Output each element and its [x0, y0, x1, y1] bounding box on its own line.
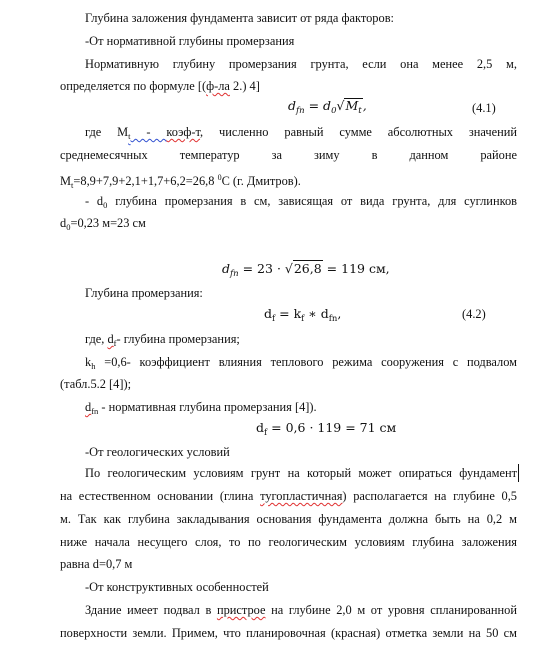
paragraph-normative-line1: Нормативную глубину промерзания грунта, если она менее 2,5 м,	[85, 57, 517, 71]
paragraph-geological-line2: на естественном основании (глина тугопластичная) располагается на глубине 0,5	[60, 489, 517, 503]
equation-4-2: $d_f = k_f$ ∗ $d_{fn}$,	[264, 306, 342, 324]
equation-number-4-2: (4.2)	[462, 307, 486, 321]
definition-kh-line2: (табл.5.2 [4]);	[60, 377, 132, 391]
radical-sign: √	[336, 98, 345, 113]
definition-dfn: $d_{fn}$ - нормативная глубина промерзания [4]).	[85, 400, 317, 416]
radical-sign: √	[284, 261, 293, 276]
text-cursor	[518, 464, 519, 482]
heading-geological: -От геологических условий	[85, 445, 230, 459]
paragraph-d0-line2: $d_0=0,23$ м=23 см	[60, 216, 146, 232]
paragraph-normative-line2: определяется по формуле [(ф-ла 2.) 4]	[60, 79, 260, 93]
equation-4-1: $d_{fn} = d_0√M_t$,	[288, 98, 367, 116]
equation-dfn-calc: $d_{fn} = 23 \cdot √26,8 = 119$ см,	[222, 261, 390, 279]
definition-kh-line1: $k_h =0,6-$ коэффициент влияния теплового режима сооружения с подвалом	[85, 355, 517, 371]
paragraph-mt-line2: среднемесячных температур за зиму в данном районе	[60, 148, 517, 162]
equation-number-4-1: (4.1)	[472, 101, 496, 115]
spell-check-word[interactable]: $d_f$	[107, 332, 117, 348]
paragraph-mt-line3: $M_t=8,9+7,9+2,1+1,7+6,2=26,8$ $^0$С (г. Дмитров).	[60, 173, 301, 190]
paragraph-d0-line1: - $d_0$ глубина промерзания в см, зависящая от вида грунта, для суглинков	[85, 194, 518, 210]
spell-check-word[interactable]: пристрое	[216, 603, 266, 617]
paragraph-geological-line5: равна d=0,7 м	[60, 557, 133, 571]
paragraph-geological-line3: м. Так как глубина закладывания основания фундамента должна быть на 0,2 м	[60, 512, 517, 526]
paragraph-intro: Глубина заложения фундамента зависит от ряда факторов:	[85, 11, 394, 25]
spell-check-word[interactable]: ф-ла	[206, 79, 230, 93]
spell-check-word[interactable]: тугопластичная	[260, 489, 343, 503]
paragraph-mt-line1: где $M_t$ - коэф-т, численно равный сумме абсолютных значений	[85, 125, 517, 141]
paragraph-geological-line4: ниже начала несущего слоя, то по геологическим условиям глубина заложения	[60, 535, 517, 549]
paragraph-geological-line1: По геологическим условиям грунт на который может опираться фундамент	[85, 466, 517, 480]
equation-df-calc: $d_f = 0,6 \cdot 119 = 71$ см	[256, 420, 397, 438]
definition-df: где, $d_f-$ глубина промерзания;	[85, 332, 240, 348]
heading-frost-depth: Глубина промерзания:	[85, 286, 203, 300]
spell-check-word[interactable]: $d_{fn}$	[85, 400, 99, 416]
heading-normative-depth: -От нормативной глубины промерзания	[85, 34, 295, 48]
paragraph-constructive-line2: поверхности земли. Примем, что планировочная (красная) отметка земли на 50 см	[60, 626, 517, 640]
paragraph-constructive-line1: Здание имеет подвал в пристрое на глубине 2,0 м от уровня спланированной	[85, 603, 517, 617]
heading-constructive: -От конструктивных особенностей	[85, 580, 269, 594]
spell-check-word[interactable]: коэф-т	[166, 125, 201, 139]
